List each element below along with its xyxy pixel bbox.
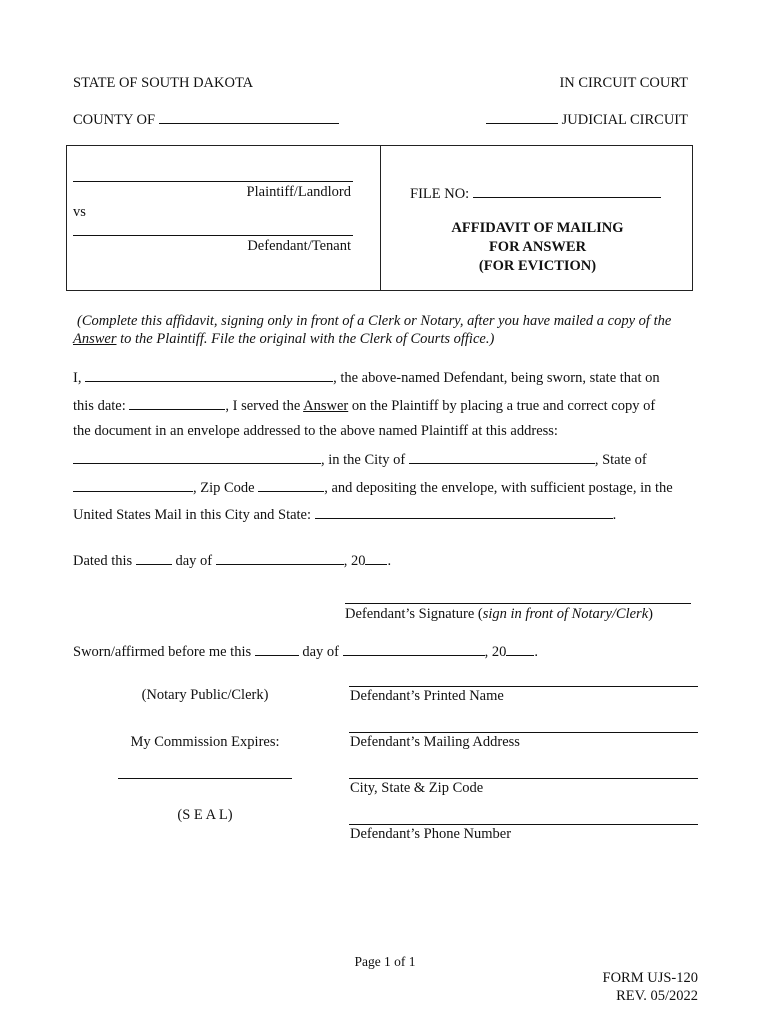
defendant-name-line[interactable] (73, 235, 353, 236)
affiant-name-blank[interactable] (85, 368, 333, 382)
body-answer-word: Answer (303, 398, 349, 414)
form-number: FORM UJS-120 (602, 970, 698, 986)
form-title-line2: FOR ANSWER (488, 239, 587, 255)
city-blank[interactable] (409, 450, 595, 464)
form-title-line1: AFFIDAVIT OF MAILING (451, 220, 624, 236)
body-state-label: , State of (594, 452, 647, 468)
dated-year-blank[interactable] (365, 551, 387, 565)
defendant-signature-line[interactable] (345, 603, 691, 604)
county-label: COUNTY OF (73, 112, 156, 128)
vs-label: vs (73, 204, 86, 220)
mail-city-state-blank[interactable] (315, 505, 613, 519)
sworn-year-blank[interactable] (506, 642, 534, 656)
body-line-1 (73, 368, 660, 387)
phone-number-line[interactable] (349, 824, 698, 825)
defendant-label: Defendant/Tenant (247, 238, 351, 254)
printed-name-label: Defendant’s Printed Name (350, 688, 504, 704)
sworn-line (73, 642, 538, 661)
state-heading: STATE OF SOUTH DAKOTA (73, 75, 254, 91)
circuit-blank[interactable] (486, 110, 558, 124)
signature-label-text: Defendant’s Signature ( (345, 606, 483, 622)
dated-label: Dated this (73, 553, 133, 569)
sworn-day-blank[interactable] (255, 642, 299, 656)
plaintiff-name-line[interactable] (73, 181, 353, 182)
form-revision: REV. 05/2022 (616, 988, 698, 1004)
sworn-period: . (534, 644, 539, 660)
instructions-line1: (Complete this affidavit, signing only in front of a Clerk or Notary, after you have mailed a copy of the (77, 313, 672, 329)
commission-expires-line[interactable] (118, 778, 292, 779)
file-no-blank[interactable] (473, 184, 661, 198)
body-line-4 (73, 450, 647, 469)
sworn-year-prefix: , 20 (484, 644, 507, 660)
instructions-line2 (73, 331, 494, 348)
body-line-3: the document in an envelope addressed to the above named Plaintiff at this address: (73, 423, 558, 439)
body-l6-period: . (612, 507, 617, 523)
form-title-line3: (FOR EVICTION) (478, 258, 597, 274)
dated-month-blank[interactable] (216, 551, 344, 565)
signature-label-italic: sign in front of Notary/Clerk (482, 606, 649, 622)
body-line-5 (73, 478, 673, 497)
body-date-label: this date: (73, 398, 126, 414)
mailing-address-line[interactable] (349, 732, 698, 733)
court-heading: IN CIRCUIT COURT (559, 75, 688, 91)
body-line-6 (73, 505, 616, 524)
city-state-zip-label: City, State & Zip Code (350, 780, 484, 796)
body-l2-text-end: on the Plaintiff by placing a true and correct copy of (348, 398, 656, 414)
service-date-blank[interactable] (129, 396, 225, 410)
mailing-address-label: Defendant’s Mailing Address (350, 734, 520, 750)
dated-line (73, 551, 391, 570)
dated-dayof-label: day of (175, 553, 213, 569)
printed-name-line[interactable] (349, 686, 698, 687)
zip-blank[interactable] (258, 478, 324, 492)
page-number: Page 1 of 1 (354, 954, 416, 969)
plaintiff-label: Plaintiff/Landlord (246, 184, 351, 200)
notary-title: (Notary Public/Clerk) (141, 687, 269, 703)
seal-label: (S E A L) (177, 807, 233, 823)
body-mail-label: United States Mail in this City and State: (73, 507, 312, 523)
instructions-answer-word: Answer (73, 331, 117, 347)
body-i-label: I, (73, 370, 82, 386)
state-blank[interactable] (73, 478, 193, 492)
case-caption-box (66, 145, 693, 291)
dated-year-prefix: , 20 (343, 553, 366, 569)
instructions-rest: to the Plaintiff. File the original with the Clerk of Courts office.) (116, 331, 495, 347)
circuit-line (486, 110, 688, 129)
sworn-label: Sworn/affirmed before me this (73, 644, 252, 660)
file-no-line (410, 184, 661, 203)
county-blank[interactable] (159, 110, 339, 124)
signature-label-close: ) (648, 606, 653, 622)
phone-number-label: Defendant’s Phone Number (350, 826, 512, 842)
dated-period: . (387, 553, 392, 569)
file-no-label: FILE NO: (410, 186, 470, 202)
circuit-label: JUDICIAL CIRCUIT (561, 112, 688, 128)
plaintiff-address-blank[interactable] (73, 450, 321, 464)
body-line-2 (73, 396, 655, 415)
commission-expires-label: My Commission Expires: (130, 734, 280, 750)
body-l2-text: , I served the (225, 398, 304, 414)
sworn-month-blank[interactable] (343, 642, 485, 656)
sworn-dayof-label: day of (302, 644, 340, 660)
body-l1-text: , the above-named Defendant, being sworn, state that on (333, 370, 660, 386)
city-state-zip-line[interactable] (349, 778, 698, 779)
body-zip-label: , Zip Code (193, 480, 255, 496)
body-l5-text: , and depositing the envelope, with sufficient postage, in the (324, 480, 673, 496)
body-city-label: , in the City of (321, 452, 406, 468)
county-line (73, 110, 339, 129)
dated-day-blank[interactable] (136, 551, 172, 565)
defendant-signature-label (345, 606, 653, 623)
